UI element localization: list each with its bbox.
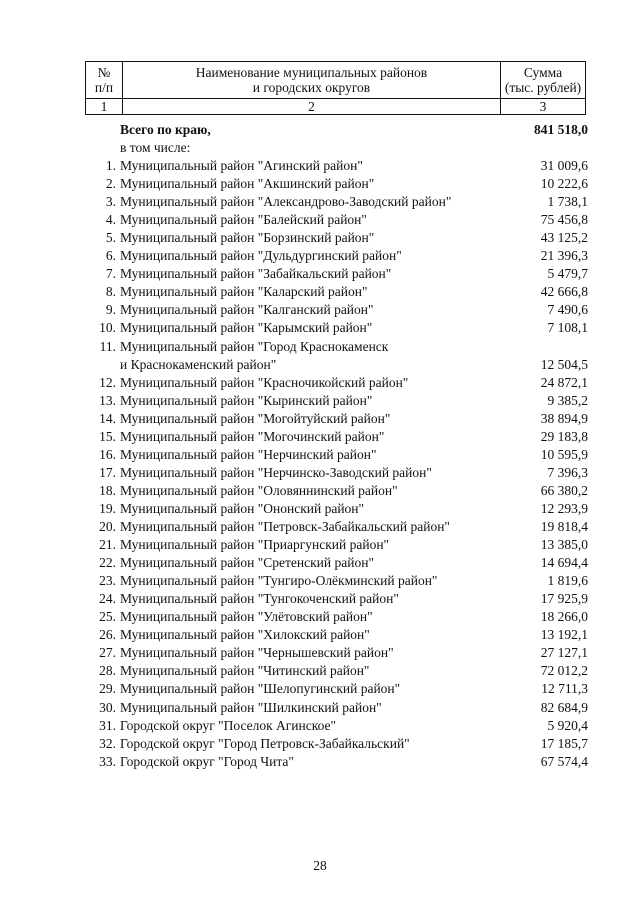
header-col-name-label: Наименование муниципальных районов и городских округов xyxy=(195,65,428,95)
row-number: 2. xyxy=(105,176,116,192)
row-number: 19. xyxy=(99,500,116,516)
row-name: Муниципальный район "Шилкинский район" xyxy=(120,699,382,715)
header-col-number-label: № п/п xyxy=(94,65,114,95)
row-amount: 12 293,9 xyxy=(540,500,588,516)
row-number: 4. xyxy=(105,212,116,228)
row-name: Муниципальный район "Петровск-Забайкальский район" xyxy=(120,519,450,534)
row-name: Муниципальный район "Читинский район" xyxy=(120,663,370,679)
row-amount: 1 738,1 xyxy=(547,194,588,210)
row-amount: 12 504,5 xyxy=(540,356,588,372)
row-name: Муниципальный район "Дульдургинский район" xyxy=(120,248,402,264)
row-amount: 7 108,1 xyxy=(547,320,588,336)
row-number: 7. xyxy=(105,266,116,282)
row-amount: 5 479,7 xyxy=(547,266,588,282)
row-name: Муниципальный район "Ононский район" xyxy=(120,500,365,516)
row-name: Муниципальный район "Калганский район" xyxy=(120,302,374,318)
row-name: Муниципальный район "Тунгокоченский район" xyxy=(120,591,399,607)
header-col-amount-label: Сумма (тыс. рублей) xyxy=(504,65,582,95)
row-number: 32. xyxy=(99,735,116,751)
row-amount: 67 574,4 xyxy=(540,753,588,769)
row-name: Муниципальный район "Борзинский район" xyxy=(120,230,375,246)
row-number: 6. xyxy=(105,248,116,264)
row-name: Муниципальный район "Каларский район" xyxy=(120,284,368,300)
row-number: 30. xyxy=(99,699,116,715)
row-name: Городской округ "Город Петровск-Забайкальский" xyxy=(120,735,410,751)
row-number: 29. xyxy=(99,681,116,697)
row-amount: 7 490,6 xyxy=(547,302,588,318)
row-number: 27. xyxy=(99,645,116,661)
row-amount: 21 396,3 xyxy=(540,248,588,264)
row-number: 15. xyxy=(99,428,116,444)
row-name: Муниципальный район "Улётовский район" xyxy=(120,609,373,625)
row-name: Муниципальный район "Хилокский район" xyxy=(120,627,370,643)
row-amount: 1 819,6 xyxy=(547,573,588,589)
row-amount: 72 012,2 xyxy=(540,663,588,679)
row-name: Муниципальный район "Красночикойский район" xyxy=(120,374,409,390)
row-name: Муниципальный район "Тунгиро-Олёкминский район" xyxy=(120,573,438,589)
row-number: 12. xyxy=(99,374,116,390)
row-number: 14. xyxy=(99,410,116,426)
row-name: Муниципальный район "Карымский район" xyxy=(120,320,373,336)
row-number: 18. xyxy=(99,482,116,498)
row-amount: 18 266,0 xyxy=(540,609,588,625)
page-number: 28 xyxy=(313,858,327,873)
row-number: 13. xyxy=(99,392,116,408)
row-number: 20. xyxy=(99,519,116,534)
row-name: Муниципальный район "Приаргунский район" xyxy=(120,537,390,553)
row-number: 21. xyxy=(99,537,116,553)
row-name: Муниципальный район "Город Краснокаменск xyxy=(120,338,389,354)
row-amount: 13 385,0 xyxy=(540,537,588,553)
row-amount: 7 396,3 xyxy=(547,464,588,480)
row-number: 31. xyxy=(99,717,116,733)
row-amount: 17 185,7 xyxy=(540,735,588,751)
row-number: 26. xyxy=(99,627,116,643)
row-name: Муниципальный район "Нерчинско-Заводский район" xyxy=(120,464,432,480)
row-name-continuation: и Краснокаменский район" xyxy=(120,356,277,372)
header-num-3: 3 xyxy=(501,99,586,115)
row-amount: 13 192,1 xyxy=(540,627,588,643)
row-amount: 27 127,1 xyxy=(540,645,588,661)
row-number: 10. xyxy=(99,320,116,336)
row-number: 16. xyxy=(99,446,116,462)
row-amount: 42 666,8 xyxy=(540,284,588,300)
row-name: Муниципальный район "Забайкальский район" xyxy=(120,266,392,282)
row-amount: 66 380,2 xyxy=(540,482,588,498)
row-name: Муниципальный район "Могочинский район" xyxy=(120,428,385,444)
row-amount: 31 009,6 xyxy=(540,158,588,173)
row-amount: 5 920,4 xyxy=(547,717,588,733)
row-number: 24. xyxy=(99,591,116,607)
row-amount: 14 694,4 xyxy=(540,555,588,571)
row-number: 11. xyxy=(99,338,116,354)
header-col-name xyxy=(123,62,501,99)
header-num-1: 1 xyxy=(86,99,123,115)
row-number: 17. xyxy=(99,464,116,480)
row-amount: 19 818,4 xyxy=(540,519,588,534)
row-amount: 17 925,9 xyxy=(540,591,588,607)
row-name: Муниципальный район "Кыринский район" xyxy=(120,392,373,408)
row-name: Муниципальный район "Чернышевский район" xyxy=(120,645,394,661)
row-name: Муниципальный район "Акшинский район" xyxy=(120,176,375,192)
row-number: 23. xyxy=(99,573,116,589)
row-name: Муниципальный район "Могойтуйский район" xyxy=(120,410,391,426)
total-label: Всего по краю, xyxy=(120,122,211,137)
row-number: 5. xyxy=(105,230,116,246)
row-amount: 9 385,2 xyxy=(547,392,588,408)
row-amount: 10 222,6 xyxy=(540,176,588,192)
row-name: Муниципальный район "Александрово-Заводский район" xyxy=(120,194,452,210)
table-header xyxy=(85,61,586,115)
row-amount: 82 684,9 xyxy=(540,699,588,715)
row-number: 22. xyxy=(99,555,116,571)
row-amount: 12 711,3 xyxy=(541,681,588,697)
row-amount: 38 894,9 xyxy=(540,410,588,426)
row-number: 1. xyxy=(105,158,116,173)
row-amount: 10 595,9 xyxy=(540,446,588,462)
row-amount: 24 872,1 xyxy=(540,374,588,390)
header-col-amount xyxy=(501,62,586,99)
row-name: Муниципальный район "Шелопугинский район" xyxy=(120,681,401,697)
row-amount: 75 456,8 xyxy=(540,212,588,228)
row-number: 28. xyxy=(99,663,116,679)
row-name: Муниципальный район "Оловяннинский район" xyxy=(120,482,398,498)
row-number: 9. xyxy=(105,302,116,318)
row-amount: 29 183,8 xyxy=(540,428,588,444)
header-num-2: 2 xyxy=(123,99,501,115)
subheading: в том числе: xyxy=(120,140,191,155)
total-amount: 841 518,0 xyxy=(534,122,588,137)
row-name: Городской округ "Город Чита" xyxy=(120,753,294,769)
row-number: 8. xyxy=(105,284,116,300)
row-name: Муниципальный район "Балейский район" xyxy=(120,212,367,228)
row-number: 3. xyxy=(105,194,116,210)
row-name: Городской округ "Поселок Агинское" xyxy=(120,717,337,733)
row-name: Муниципальный район "Нерчинский район" xyxy=(120,446,377,462)
row-number: 33. xyxy=(99,753,116,769)
row-name: Муниципальный район "Сретенский район" xyxy=(120,555,374,571)
header-col-number xyxy=(86,62,123,99)
row-number: 25. xyxy=(99,609,116,625)
row-amount: 43 125,2 xyxy=(540,230,588,246)
row-name: Муниципальный район "Агинский район" xyxy=(120,158,363,173)
